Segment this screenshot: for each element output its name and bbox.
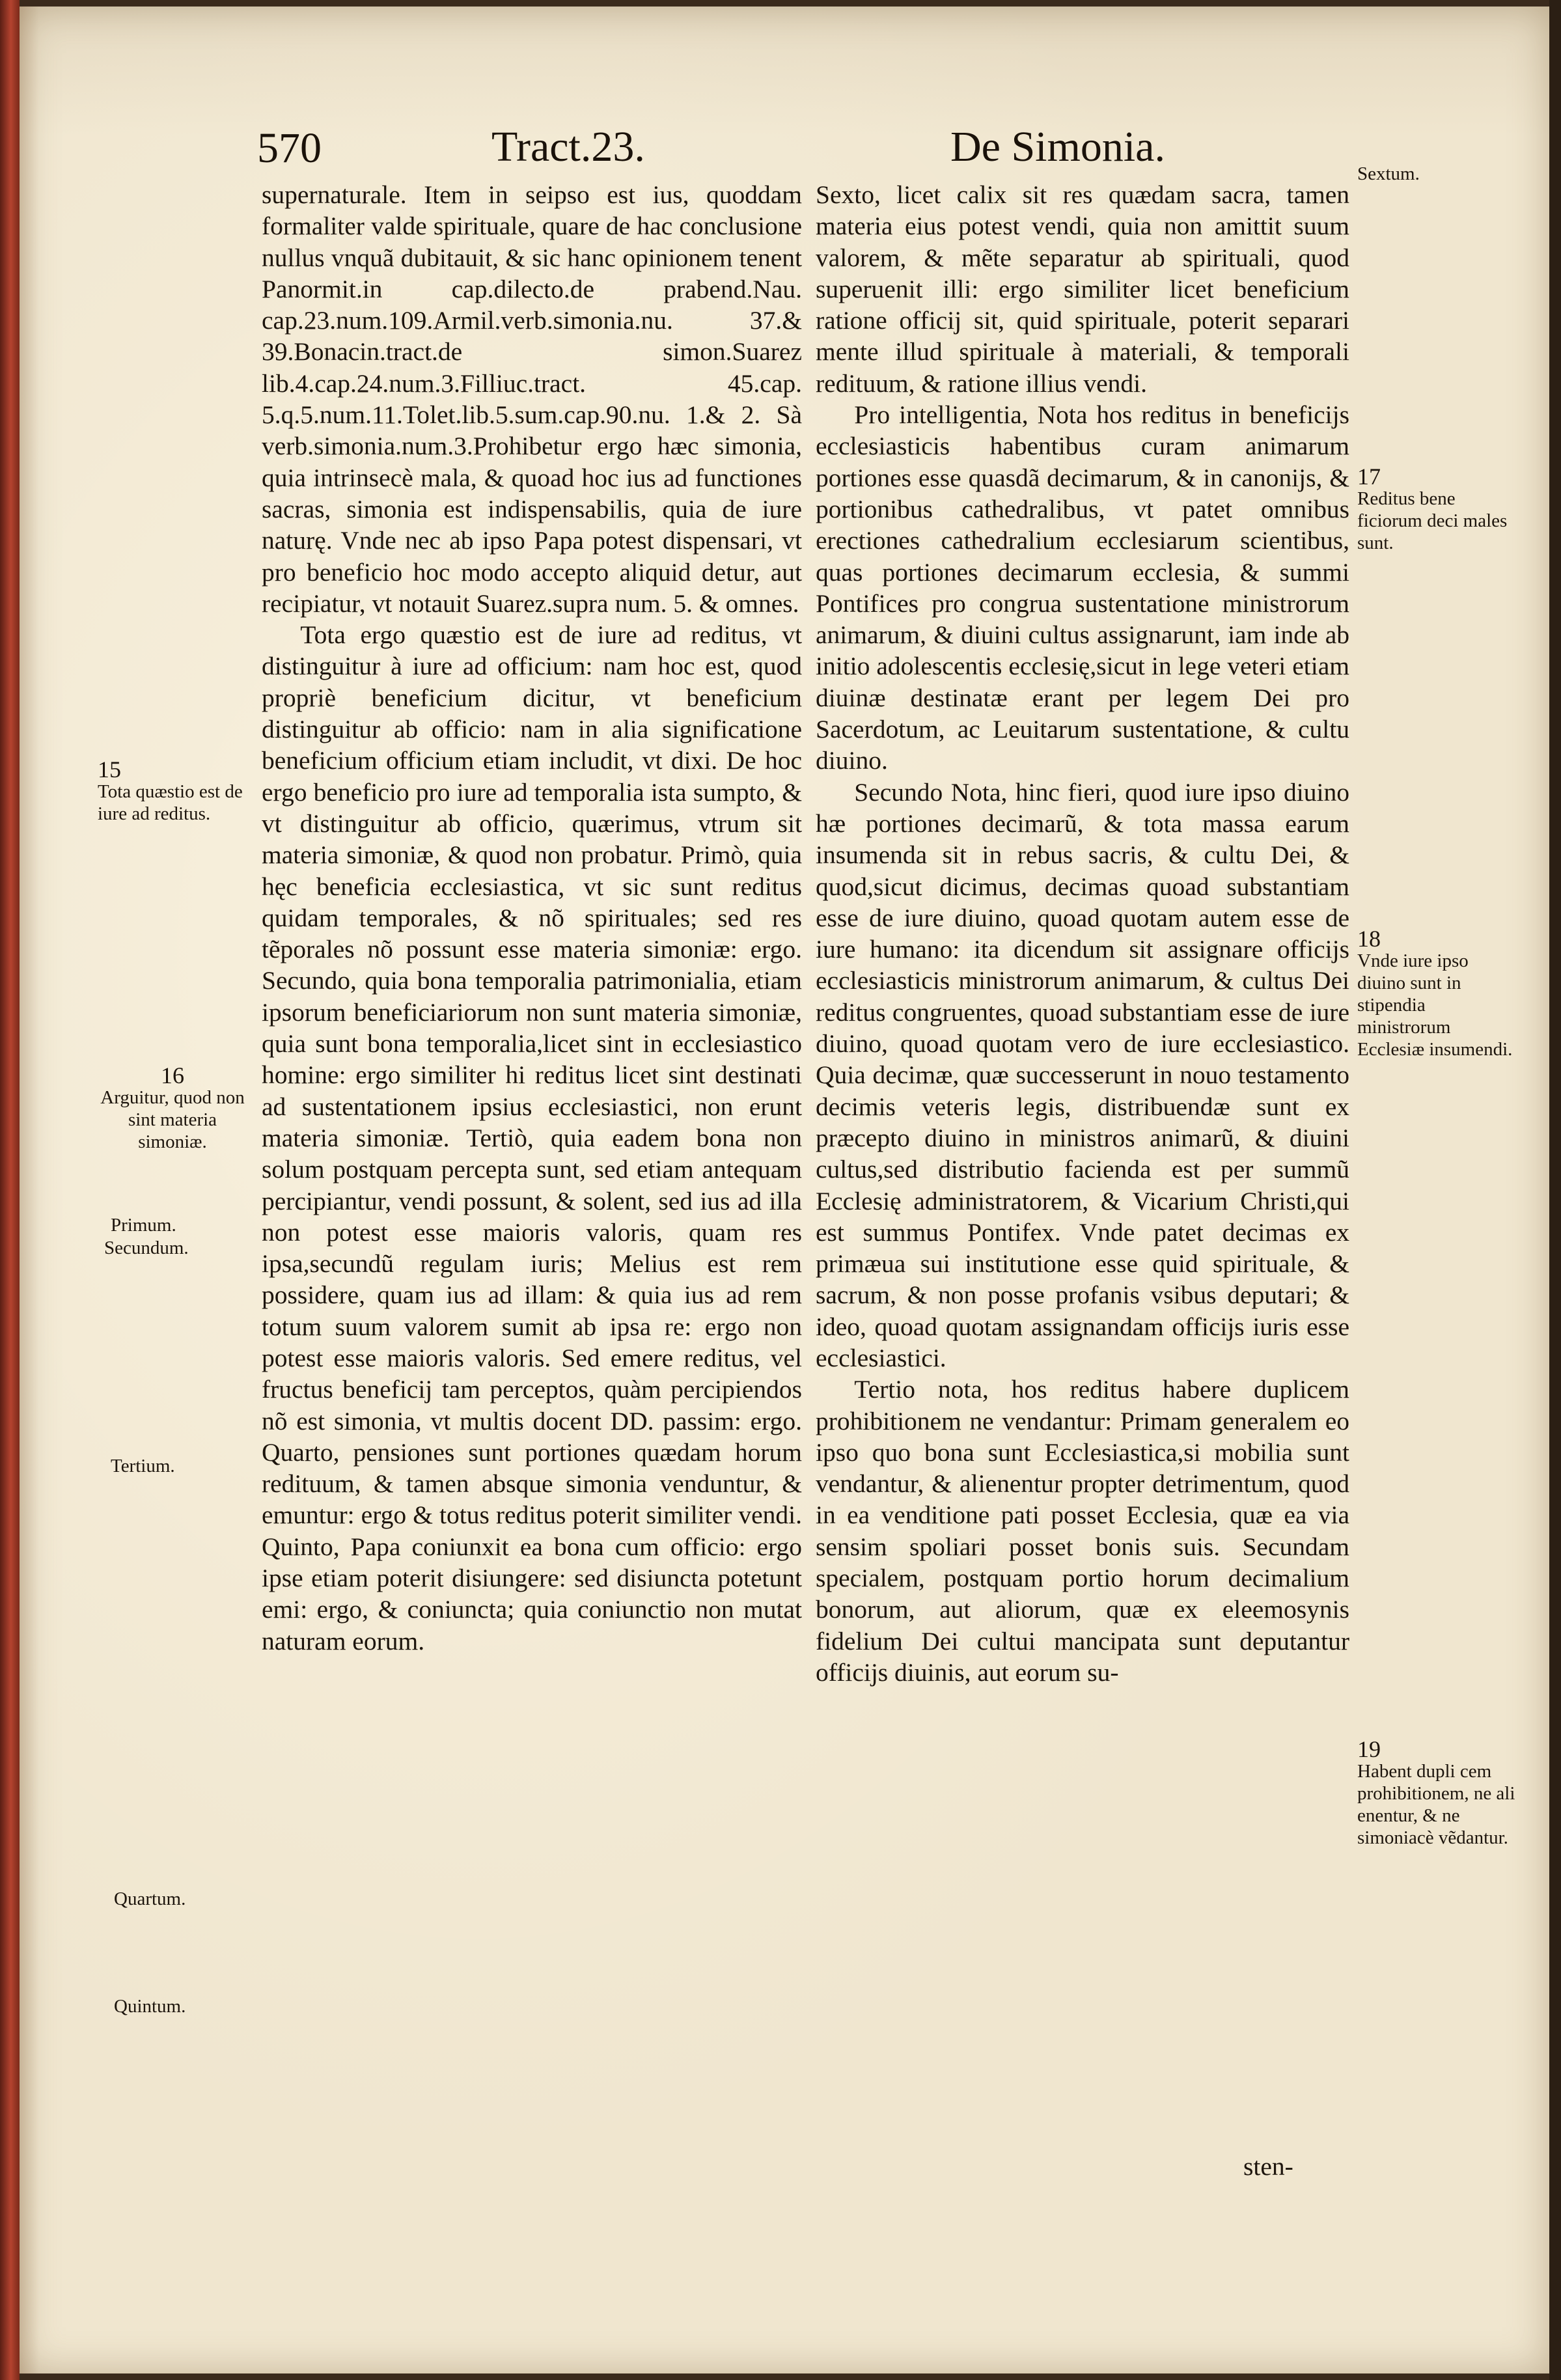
page-header (20, 111, 1549, 182)
page-number: 570 (257, 124, 322, 172)
left-text-column (262, 179, 802, 1657)
margin-note-number: 17 (1357, 464, 1381, 490)
margin-label: Secundum. (104, 1238, 189, 1258)
margin-note-17 (1357, 465, 1520, 554)
margin-label-secundum (104, 1237, 273, 1259)
margin-note-text: Habent dupli cem prohibitionem, ne ali enentur, & ne simoniacè vẽdantur. (1357, 1761, 1515, 1848)
margin-note-text: Tota quæstio est de iure ad reditus. (98, 781, 243, 824)
left-paragraph-1: supernaturale. Item in seipso est ius, quoddam formaliter valde spirituale, quare de hac conclusione nullus vnquã dubitauit, & sic hanc opinionem tenent Panormit.in cap.dilecto.de prabend.Nau. cap.23.num.109.Armil.verb.simonia.nu. 37.& 39.Bonacin.tract.de simon.Suarez lib.4.cap.24.num.3.Filliuc.tract. 45.cap. 5.q.5.num.11.Tolet.lib.5.sum.cap.90.nu. 1.& 2. Sà verb.simonia.num.3.Prohibetur ergo hæc simonia, quia intrinsecè mala, & quoad hoc ius ad functiones sacras, simonia est indispensabilis, quia de iure naturę. Vnde nec ab ipso Papa potest dispensari, vt pro beneficio hoc modo accepto aliquid detur, aut recipiatur, vt notauit Suarez.supra num. 5. & omnes. (262, 180, 802, 618)
right-text-column (816, 179, 1349, 1688)
book-page (20, 7, 1549, 2373)
margin-label: Primum. (111, 1215, 176, 1236)
margin-note-text: Vnde iure ipso diuino sunt in stipendia ministrorum Ecclesiæ insumendi. (1357, 950, 1513, 1060)
margin-note-text: Arguitur, quod non sint materia simoniæ. (100, 1087, 245, 1152)
red-edge-strip (0, 0, 20, 2380)
margin-note-18 (1357, 928, 1520, 1060)
margin-note-sextum (1357, 163, 1520, 185)
margin-label: Sextum. (1357, 163, 1420, 184)
margin-label: Tertium. (111, 1456, 175, 1476)
right-paragraph-1: Sexto, licet calix sit res quædam sacra, tamen materia eius potest vendi, quia non amittit suum valorem, & mẽte separatur ab spirituali, quod superuenit illi: ergo similiter licet beneficium ratione officij sit, quid spirituale, poterit separari mente illud spirituale à materiali, & temporali redituum, & ratione illius vendi. (816, 180, 1349, 398)
margin-note-number: 15 (98, 756, 121, 782)
margin-note-16 (98, 1064, 247, 1153)
dark-right-edge (1549, 0, 1561, 2380)
catchword: sten- (1243, 2152, 1293, 2181)
margin-note-number: 19 (1357, 1736, 1381, 1762)
margin-label-primum (111, 1214, 280, 1236)
margin-note-number: 18 (1357, 926, 1381, 952)
running-title-left: Tract.23. (491, 123, 645, 171)
margin-label: Quartum. (114, 1889, 186, 1909)
margin-note-15 (98, 758, 267, 825)
left-paragraph-2: Tota ergo quæstio est de iure ad reditus, vt distinguitur à iure ad officium: nam hoc est, quod propriè beneficium dicitur, vt beneficium distinguitur ab officio: nam in alia significatione beneficium officium etiam includit, vt dixi. De hoc ergo beneficio pro iure ad temporalia ista sumpto, & vt distinguitur ab officio, quærimus, vtrum sit materia simoniæ, & quod non probatur. Primò, quia hęc beneficia ecclesiastica, vt sic sunt reditus quidam temporales, & nõ spirituales; sed res tẽporales nõ possunt esse materia simoniæ: ergo. Secundo, quia bona temporalia patrimonialia, etiam ipsorum beneficiariorum non sunt materia simoniæ, quia sunt bona temporalia,licet sint in ecclesiastico homine: ergo similiter hi reditus licet sint destinati ad sustentationem ipsius ecclesiastici, non erunt materia simoniæ. Tertiò, quia eadem bona non solum postquam percepta sunt, sed etiam antequam percipiantur, vendi possunt, & solent, sed ius ad illa non potest esse maioris valoris, quam res ipsa,secundũ regulam iuris; Melius est rem possidere, quam ius ad illam: & quia ius ad rem totum suum valorem sumit ab ipsa re: ergo non potest esse maioris valoris. Sed emere reditus, vel fructus beneficij tam perceptos, quàm percipiendos nõ est simonia, vt multis docent DD. passim: ergo. Quarto, pensiones sunt portiones quædam horum redituum, & tamen absque simonia venduntur, & emuntur: ergo & totus reditus poterit similiter vendi. Quinto, Papa coniunxit ea bona cum officio: ergo ipse etiam poterit disiungere: sed disiuncta potetunt emi: ergo, & coniuncta; quia coniunctio non mutat naturam eorum. (262, 620, 802, 1655)
right-paragraph-3: Secundo Nota, hinc fieri, quod iure ipso diuino hæ portiones decimarũ, & tota massa earum insumenda sit in rebus sacris, & cultu Dei, & quod,sicut dicimus, decimas quoad substantiam esse de iure diuino, quoad quotam autem esse de iure humano: ita dicendum sit assignare officijs ecclesiasticis ministrorum animarum, & cultus Dei reditus congruentes, quoad substantiam esse de iure diuino, quoad quotam vero de iure ecclesiastico. Quia decimæ, quæ successerunt in nouo testamento decimis veteris legis, distribuendæ sunt ex præcepto diuino in ministros animarũ, & diuini cultus,sed distributio facienda est per summũ Ecclesię administratorem, & Vicarium Christi,qui est summus Pontifex. Vnde patet decimas ex primæua sui institutione esse quid spirituale, & sacrum, & non posse profanis vsibus deputari; & ideo, quoad quotam assignandam officijs iuris esse ecclesiastici. (816, 777, 1349, 1372)
right-paragraph-4: Tertio nota, hos reditus habere duplicem prohibitionem ne vendantur: Primam generalem eo ipso quo bona sunt Ecclesiastica,si mobilia sunt vendantur, & alienentur propter detrimentum, quod in ea venditione pati posset Ecclesia, quæ ea via sensim spoliari posset bonis suis. Secundam specialem, postquam portio horum decimalium bonorum, aut aliorum, quæ ex eleemosynis fidelium Dei cultui mancipata sunt deputantur officijs diuinis, aut eorum su- (816, 1375, 1349, 1687)
right-paragraph-2: Pro intelligentia, Nota hos reditus in beneficijs ecclesiasticis habentibus curam animarum portiones esse quasdã decimarum, & in canonijs, & portionibus cathedralibus, vt patet omnibus erectiones cathedralium ecclesiarum scientibus, quas portiones decimarum ecclesia, & summi Pontifices pro congrua sustentatione ministrorum animarum, & diuini cultus assignarunt, iam inde ab initio adolescentis ecclesię,sicut in lege veteri etiam diuinæ destinatæ erant per legem Dei pro Sacerdotum, ac Leuitarum sustentatione, & cultu diuino. (816, 400, 1349, 775)
margin-label-quintum (114, 1995, 283, 2017)
margin-note-19 (1357, 1738, 1520, 1849)
running-title-right: De Simonia. (950, 123, 1165, 171)
margin-note-number: 16 (161, 1062, 184, 1088)
margin-label-tertium (111, 1455, 280, 1477)
margin-note-text: Reditus bene ficiorum deci males sunt. (1357, 488, 1508, 553)
margin-label-quartum (114, 1888, 283, 1910)
margin-label: Quintum. (114, 1996, 186, 2017)
